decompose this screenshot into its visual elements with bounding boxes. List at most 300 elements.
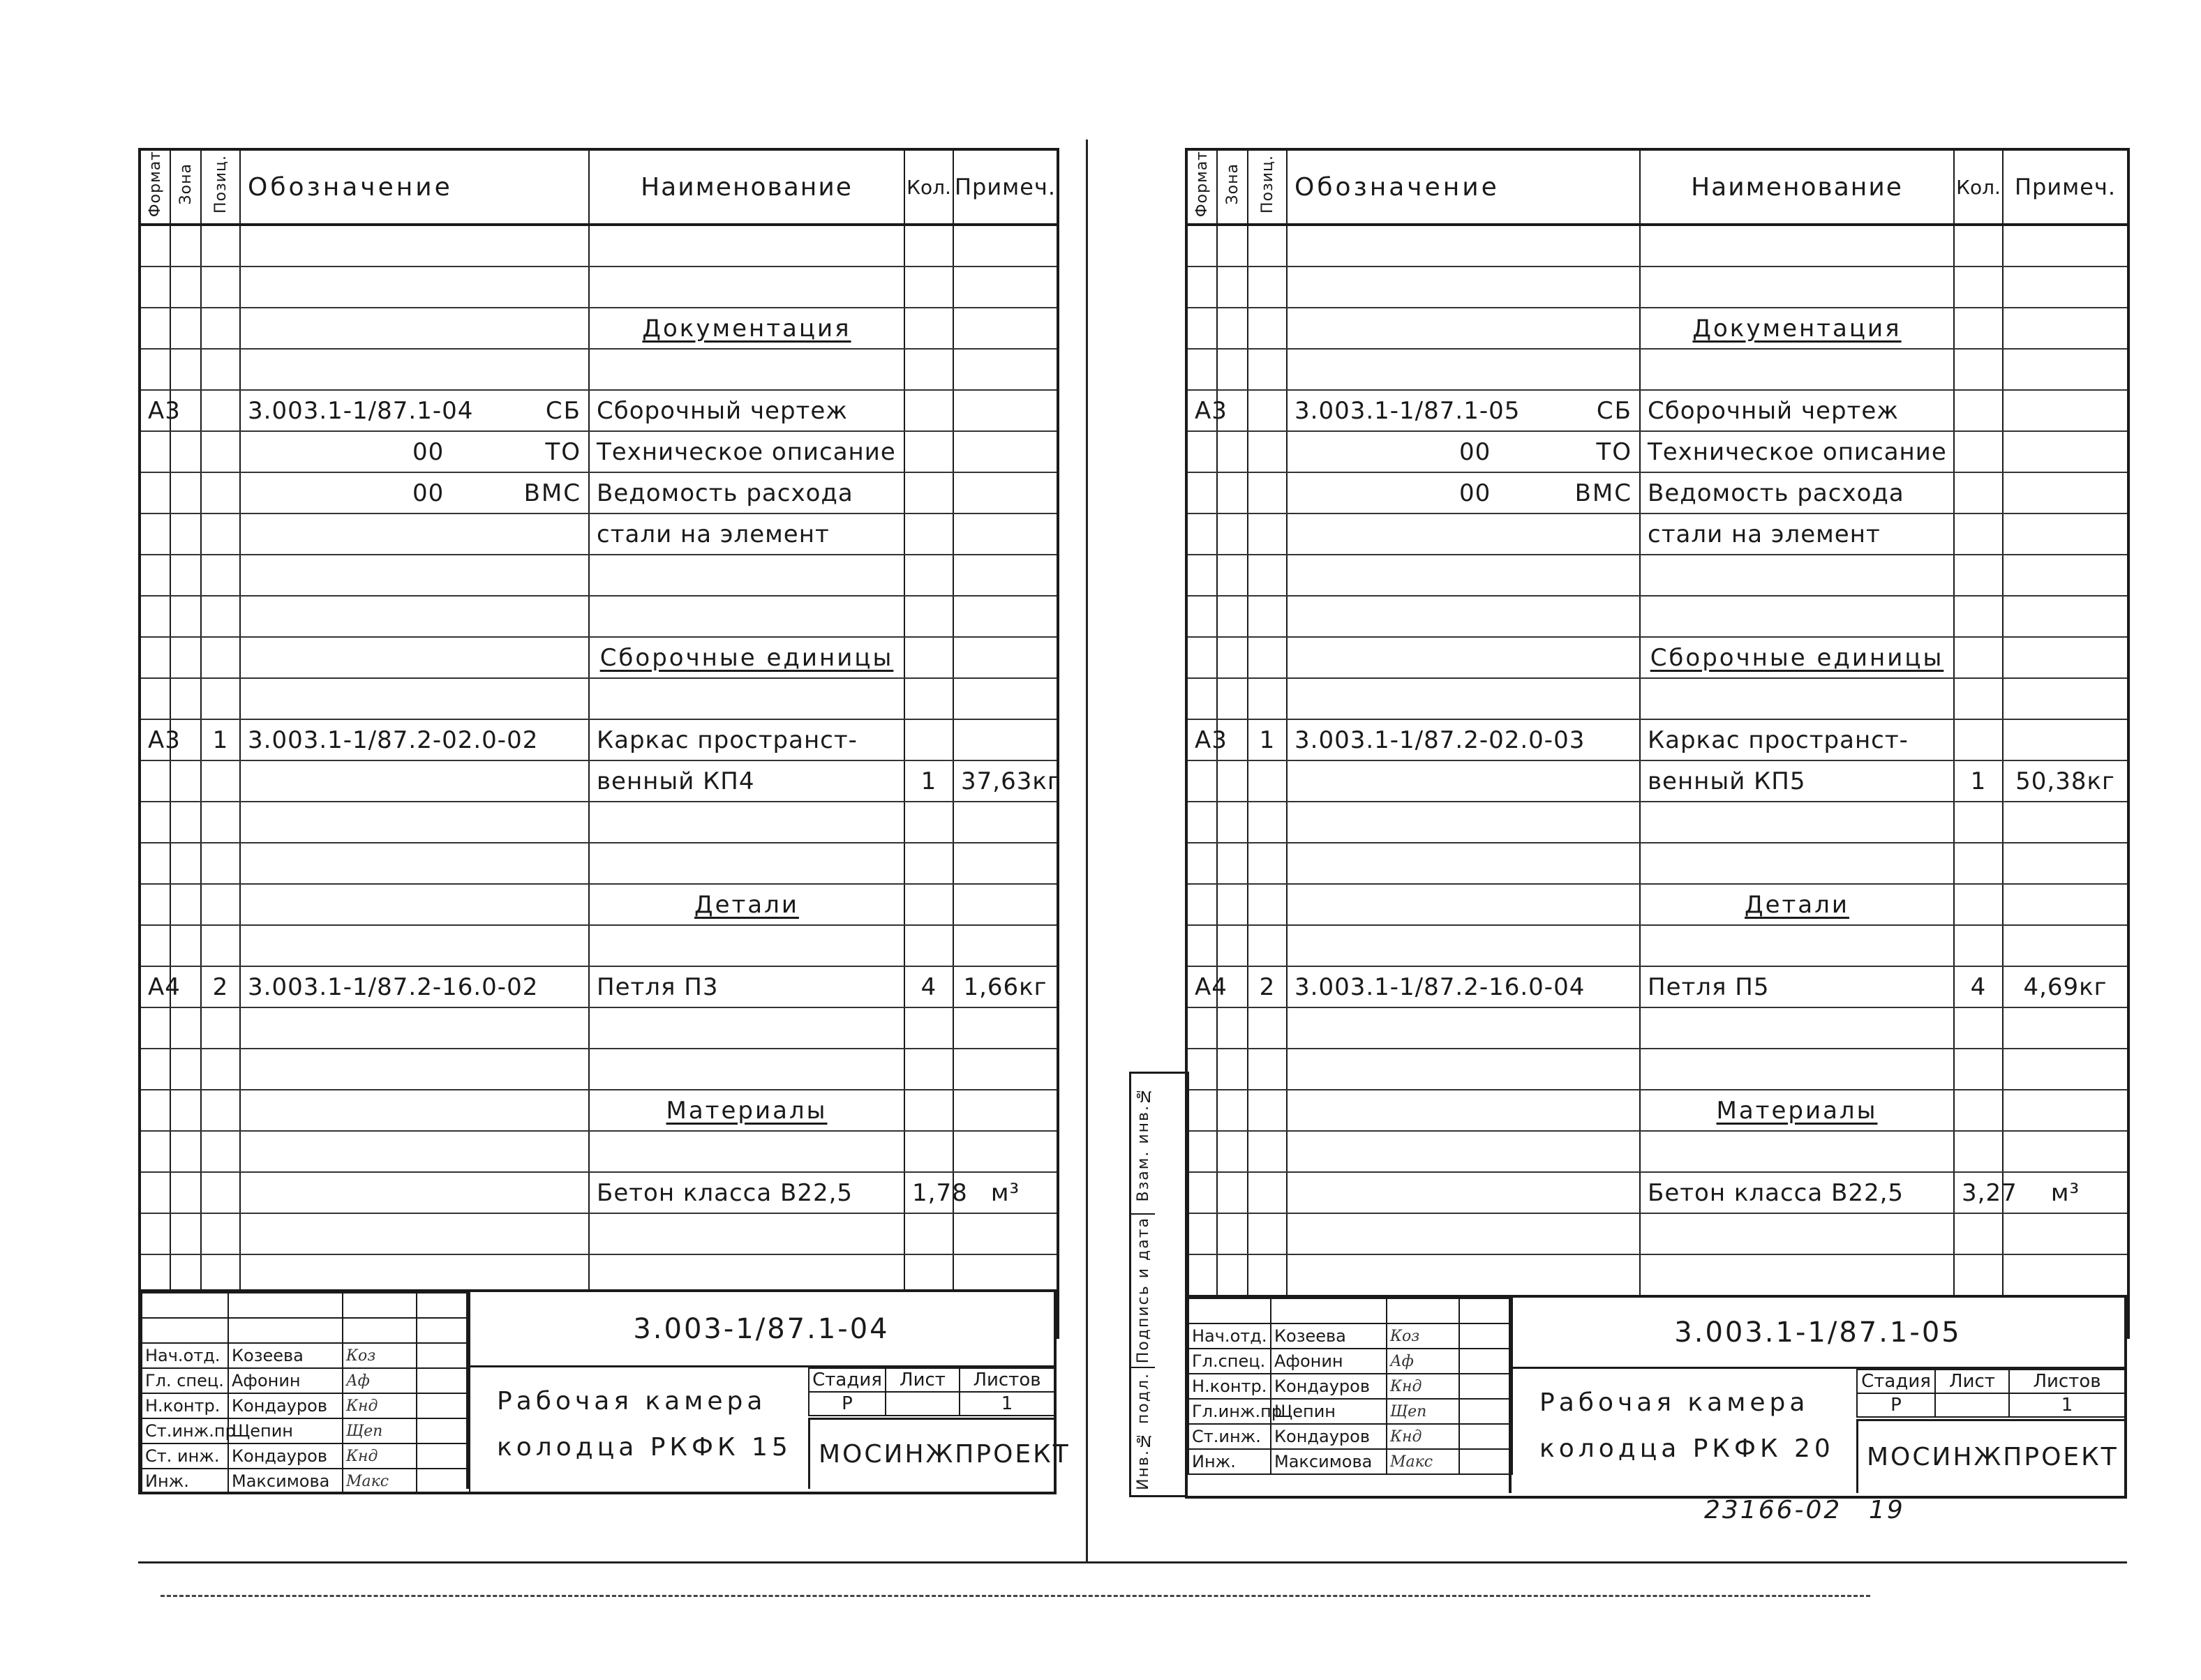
section-row xyxy=(1186,1090,2128,1131)
signer-row xyxy=(142,1443,470,1469)
signer-role xyxy=(142,1318,228,1343)
spec-header-row xyxy=(1186,149,2128,225)
signature: Щеп xyxy=(1390,1402,1427,1420)
title-line-2: колодца РКФК 20 xyxy=(1539,1434,1835,1463)
format-cell: А3 xyxy=(140,719,170,760)
designation-cell xyxy=(1287,1172,1640,1213)
signer-name: Щепин xyxy=(228,1418,343,1443)
sheets-value: 1 xyxy=(960,1392,1054,1416)
format-cell xyxy=(1186,513,1217,555)
organization: МОСИНЖПРОЕКТ xyxy=(1856,1419,2124,1493)
empty-cell xyxy=(589,678,904,719)
signer-date xyxy=(417,1393,470,1418)
empty-cell xyxy=(904,1049,953,1090)
zone-cell xyxy=(1217,431,1248,472)
empty-cell xyxy=(953,637,1058,678)
empty-cell xyxy=(953,1049,1058,1090)
signature: Кнд xyxy=(346,1447,378,1465)
empty-cell xyxy=(140,1049,170,1090)
position-cell: 2 xyxy=(1248,966,1287,1007)
empty-cell xyxy=(1217,843,1248,884)
empty-cell xyxy=(2003,267,2128,308)
note-cell xyxy=(2003,513,2128,555)
position-cell xyxy=(1248,1172,1287,1213)
signer-signature-cell xyxy=(1387,1399,1459,1424)
empty-cell xyxy=(1954,349,2003,390)
empty-cell xyxy=(1186,1090,1217,1131)
sheet-divider xyxy=(1086,140,1088,1563)
note-cell: 50,38кг xyxy=(2003,760,2128,802)
format-cell xyxy=(1186,1172,1217,1213)
empty-cell xyxy=(1217,1007,1248,1049)
empty-cell xyxy=(201,267,240,308)
empty-cell xyxy=(201,349,240,390)
empty-cell xyxy=(904,267,953,308)
empty-cell xyxy=(201,843,240,884)
empty-cell xyxy=(953,225,1058,267)
header-format: Формат xyxy=(1186,149,1217,225)
empty-cell xyxy=(1287,308,1640,349)
qty-cell xyxy=(1954,719,2003,760)
blank-row xyxy=(140,1131,1058,1172)
signer-date xyxy=(417,1368,470,1393)
empty-cell xyxy=(904,596,953,637)
position-cell xyxy=(201,760,240,802)
signer-role: Ст.инж. xyxy=(1188,1424,1271,1449)
empty-cell xyxy=(240,1049,589,1090)
name-cell: венный КП4 xyxy=(589,760,904,802)
empty-cell xyxy=(953,884,1058,925)
note-cell xyxy=(2003,719,2128,760)
blank-row xyxy=(140,349,1058,390)
empty-cell xyxy=(170,555,201,596)
document-title xyxy=(1509,1369,1856,1493)
spec-table-right xyxy=(1185,148,2130,1339)
empty-cell xyxy=(1186,1213,1217,1254)
signer-row xyxy=(1188,1298,1512,1323)
empty-cell xyxy=(1287,1007,1640,1049)
spec-row xyxy=(140,472,1058,513)
spec-row xyxy=(1186,472,2128,513)
title-line-1: Рабочая камера xyxy=(497,1387,767,1416)
empty-cell xyxy=(1954,1131,2003,1172)
qty-cell: 1 xyxy=(1954,760,2003,802)
cut-line xyxy=(161,1595,1870,1597)
format-cell: А4 xyxy=(140,966,170,1007)
section-row xyxy=(140,308,1058,349)
signer-date xyxy=(1459,1424,1512,1449)
header-name: Наименование xyxy=(1640,149,1954,225)
name-cell: Петля П5 xyxy=(1640,966,1954,1007)
format-cell xyxy=(140,513,170,555)
empty-cell xyxy=(904,1007,953,1049)
empty-cell xyxy=(2003,678,2128,719)
header-note: Примеч. xyxy=(2003,149,2128,225)
empty-cell xyxy=(1248,225,1287,267)
empty-cell xyxy=(904,349,953,390)
spec-row xyxy=(1186,390,2128,431)
empty-cell xyxy=(589,843,904,884)
empty-cell xyxy=(140,884,170,925)
signer-role: Н.контр. xyxy=(1188,1374,1271,1399)
signer-row xyxy=(142,1293,470,1318)
signer-date xyxy=(417,1293,470,1318)
empty-cell xyxy=(140,596,170,637)
empty-cell xyxy=(904,1131,953,1172)
header-format: Формат xyxy=(140,149,170,225)
stage-table-left xyxy=(808,1367,1055,1416)
position-cell xyxy=(201,1172,240,1213)
designation-code: 3.003.1-1/87.2-16.0-02 xyxy=(248,973,539,1001)
stage-label: Стадия xyxy=(1857,1370,1935,1393)
blank-row xyxy=(140,1049,1058,1090)
blank-row xyxy=(1186,678,2128,719)
signer-role: Ст.инж.пр xyxy=(142,1418,228,1443)
empty-cell xyxy=(1640,1007,1954,1049)
spec-row xyxy=(1186,760,2128,802)
designation-code: 3.003.1-1/87.2-16.0-04 xyxy=(1295,973,1586,1001)
zone-cell xyxy=(1217,472,1248,513)
empty-cell xyxy=(1217,678,1248,719)
designation-cell xyxy=(1287,431,1640,472)
empty-cell xyxy=(953,1131,1058,1172)
empty-cell xyxy=(140,925,170,966)
section-title-cell xyxy=(589,308,904,349)
blank-row xyxy=(140,1007,1058,1049)
empty-cell xyxy=(170,884,201,925)
empty-cell xyxy=(1640,596,1954,637)
spec-row xyxy=(140,719,1058,760)
designation-suffix: ТО xyxy=(1596,437,1632,466)
empty-cell xyxy=(904,1090,953,1131)
signer-row xyxy=(1188,1374,1512,1399)
designation-suffix: ВМС xyxy=(1574,479,1632,507)
title-block-right xyxy=(1185,1295,2127,1499)
empty-cell xyxy=(240,1131,589,1172)
sheet-value xyxy=(1935,1393,2009,1417)
side-strip xyxy=(1129,1072,1189,1497)
empty-cell xyxy=(2003,1254,2128,1296)
signer-row xyxy=(142,1343,470,1368)
empty-cell xyxy=(170,225,201,267)
empty-cell xyxy=(140,802,170,843)
empty-cell xyxy=(240,884,589,925)
empty-cell xyxy=(1186,1049,1217,1090)
blank-row xyxy=(140,225,1058,267)
section-title-cell xyxy=(1640,308,1954,349)
signer-date xyxy=(1459,1298,1512,1323)
name-cell: венный КП5 xyxy=(1640,760,1954,802)
designation-suffix: ТО xyxy=(545,437,581,466)
empty-cell xyxy=(1287,1213,1640,1254)
empty-cell xyxy=(240,1007,589,1049)
empty-cell xyxy=(170,637,201,678)
header-position: Позиц. xyxy=(1248,149,1287,225)
section-title-cell xyxy=(589,637,904,678)
empty-cell xyxy=(240,555,589,596)
blank-row xyxy=(1186,802,2128,843)
zone-cell xyxy=(170,431,201,472)
empty-cell xyxy=(1217,1213,1248,1254)
signer-signature-cell xyxy=(343,1318,417,1343)
empty-cell xyxy=(1287,1254,1640,1296)
section-title: Материалы xyxy=(1716,1096,1878,1125)
qty-cell: 1 xyxy=(904,760,953,802)
signer-name xyxy=(228,1318,343,1343)
blank-row xyxy=(1186,843,2128,884)
designation-code: 3.003.1-1/87.2-02.0-02 xyxy=(248,726,539,754)
empty-cell xyxy=(953,308,1058,349)
blank-row xyxy=(1186,1131,2128,1172)
empty-cell xyxy=(1217,802,1248,843)
header-name: Наименование xyxy=(589,149,904,225)
spec-row xyxy=(1186,966,2128,1007)
signer-row xyxy=(142,1469,470,1494)
empty-cell xyxy=(1186,637,1217,678)
position-cell xyxy=(201,431,240,472)
spec-table-left xyxy=(138,148,1059,1339)
empty-cell xyxy=(201,1090,240,1131)
spec-row xyxy=(1186,513,2128,555)
empty-cell xyxy=(140,637,170,678)
empty-cell xyxy=(1287,1090,1640,1131)
name-cell: Каркас пространст- xyxy=(1640,719,1954,760)
empty-cell xyxy=(904,225,953,267)
empty-cell xyxy=(170,1090,201,1131)
empty-cell xyxy=(170,678,201,719)
empty-cell xyxy=(953,678,1058,719)
empty-cell xyxy=(1287,555,1640,596)
header-designation: Обозначение xyxy=(240,149,589,225)
zone-cell xyxy=(170,472,201,513)
empty-cell xyxy=(1954,1090,2003,1131)
empty-cell xyxy=(1287,637,1640,678)
empty-cell xyxy=(1186,225,1217,267)
position-cell xyxy=(201,513,240,555)
empty-cell xyxy=(1640,225,1954,267)
signer-date xyxy=(417,1443,470,1469)
signer-name: Максимова xyxy=(228,1469,343,1494)
signer-name: Максимова xyxy=(1271,1449,1387,1474)
format-cell: А3 xyxy=(1186,390,1217,431)
empty-cell xyxy=(904,802,953,843)
position-cell xyxy=(1248,760,1287,802)
section-title-cell xyxy=(589,884,904,925)
document-code: 3.003.1-1/87.1-05 xyxy=(1509,1298,2124,1369)
empty-cell xyxy=(1287,349,1640,390)
empty-cell xyxy=(953,1090,1058,1131)
name-cell: Сборочный чертеж xyxy=(589,390,904,431)
empty-cell xyxy=(1186,349,1217,390)
empty-cell xyxy=(170,1049,201,1090)
empty-cell xyxy=(953,1213,1058,1254)
empty-cell xyxy=(1217,596,1248,637)
empty-cell xyxy=(1287,1131,1640,1172)
empty-cell xyxy=(1287,225,1640,267)
designation-code: 00 xyxy=(412,437,445,466)
empty-cell xyxy=(240,925,589,966)
empty-cell xyxy=(1186,596,1217,637)
empty-cell xyxy=(1186,555,1217,596)
signer-row xyxy=(142,1318,470,1343)
name-cell: Петля П3 xyxy=(589,966,904,1007)
note-cell xyxy=(953,431,1058,472)
empty-cell xyxy=(953,555,1058,596)
name-cell: стали на элемент xyxy=(589,513,904,555)
empty-cell xyxy=(1248,678,1287,719)
empty-cell xyxy=(201,308,240,349)
empty-cell xyxy=(170,596,201,637)
empty-cell xyxy=(201,678,240,719)
note-cell: 37,63кг xyxy=(953,760,1058,802)
empty-cell xyxy=(240,308,589,349)
signature: Кнд xyxy=(1390,1377,1422,1395)
empty-cell xyxy=(1186,308,1217,349)
position-cell xyxy=(1248,472,1287,513)
designation-code: 3.003.1-1/87.1-04 xyxy=(248,396,474,425)
empty-cell xyxy=(904,1213,953,1254)
empty-cell xyxy=(170,267,201,308)
empty-cell xyxy=(1217,1254,1248,1296)
empty-cell xyxy=(140,1090,170,1131)
qty-cell xyxy=(904,390,953,431)
note-cell xyxy=(953,390,1058,431)
designation-cell xyxy=(1287,513,1640,555)
qty-cell: 3,27 xyxy=(1954,1172,2003,1213)
empty-cell xyxy=(953,1007,1058,1049)
signer-signature-cell xyxy=(343,1368,417,1393)
empty-cell xyxy=(170,925,201,966)
empty-cell xyxy=(140,349,170,390)
header-note: Примеч. xyxy=(953,149,1058,225)
empty-cell xyxy=(1186,1131,1217,1172)
empty-cell xyxy=(201,1049,240,1090)
empty-cell xyxy=(1640,1131,1954,1172)
empty-cell xyxy=(1217,637,1248,678)
empty-cell xyxy=(1186,1007,1217,1049)
signer-row xyxy=(1188,1399,1512,1424)
section-title: Детали xyxy=(1745,890,1849,919)
blank-row xyxy=(1186,1007,2128,1049)
empty-cell xyxy=(1186,678,1217,719)
empty-cell xyxy=(201,925,240,966)
empty-cell xyxy=(1640,802,1954,843)
empty-cell xyxy=(1186,1254,1217,1296)
qty-cell xyxy=(904,719,953,760)
empty-cell xyxy=(240,1213,589,1254)
designation-cell xyxy=(240,472,589,513)
empty-cell xyxy=(170,1131,201,1172)
empty-cell xyxy=(1248,555,1287,596)
qty-cell: 4 xyxy=(904,966,953,1007)
name-cell: Сборочный чертеж xyxy=(1640,390,1954,431)
side-strip-original-inventory: Инв.№ подл. xyxy=(1134,1372,1152,1490)
signer-row xyxy=(1188,1323,1512,1349)
signer-date xyxy=(417,1318,470,1343)
empty-cell xyxy=(2003,596,2128,637)
note-cell xyxy=(953,719,1058,760)
empty-cell xyxy=(240,637,589,678)
empty-cell xyxy=(201,1131,240,1172)
signer-name: Афонин xyxy=(228,1368,343,1393)
signer-date xyxy=(417,1343,470,1368)
section-row xyxy=(140,1090,1058,1131)
name-cell: Каркас пространст- xyxy=(589,719,904,760)
empty-cell xyxy=(1248,1131,1287,1172)
empty-cell xyxy=(2003,1213,2128,1254)
spec-row xyxy=(140,513,1058,555)
name-cell: Бетон класса В22,5 xyxy=(1640,1172,1954,1213)
format-cell xyxy=(140,760,170,802)
section-title: Документация xyxy=(1692,314,1902,343)
signer-date xyxy=(1459,1449,1512,1474)
spec-row xyxy=(1186,1172,2128,1213)
empty-cell xyxy=(953,349,1058,390)
section-title: Материалы xyxy=(666,1096,828,1125)
zone-cell xyxy=(1217,760,1248,802)
side-strip-signature-date: Подпись и дата xyxy=(1131,1213,1155,1368)
empty-cell xyxy=(1954,925,2003,966)
empty-cell xyxy=(2003,1007,2128,1049)
empty-cell xyxy=(1248,884,1287,925)
format-cell xyxy=(140,1172,170,1213)
empty-cell xyxy=(1217,1090,1248,1131)
section-row xyxy=(1186,884,2128,925)
signer-name: Кондауров xyxy=(1271,1374,1387,1399)
designation-cell xyxy=(240,966,589,1007)
side-strip-replacement: Взам. инв.№ xyxy=(1131,1074,1155,1215)
empty-cell xyxy=(589,1049,904,1090)
signature: Кнд xyxy=(1390,1427,1422,1446)
signer-date xyxy=(417,1469,470,1494)
signature: Макс xyxy=(346,1472,389,1490)
qty-cell xyxy=(904,472,953,513)
signer-signature-cell xyxy=(343,1293,417,1318)
empty-cell xyxy=(1248,1007,1287,1049)
signers-table-right xyxy=(1188,1298,1513,1475)
signer-name: Кондауров xyxy=(1271,1424,1387,1449)
sheets-label: Листов xyxy=(2009,1370,2125,1393)
empty-cell xyxy=(1248,349,1287,390)
empty-cell xyxy=(201,802,240,843)
signer-row xyxy=(142,1368,470,1393)
section-row xyxy=(140,637,1058,678)
empty-cell xyxy=(1287,884,1640,925)
empty-cell xyxy=(1248,637,1287,678)
position-cell xyxy=(201,390,240,431)
empty-cell xyxy=(201,1213,240,1254)
empty-cell xyxy=(1640,678,1954,719)
empty-cell xyxy=(953,267,1058,308)
designation-cell xyxy=(1287,760,1640,802)
empty-cell xyxy=(240,349,589,390)
section-title: Сборочные единицы xyxy=(1650,643,1944,672)
note-cell: 4,69кг xyxy=(2003,966,2128,1007)
signer-name xyxy=(228,1293,343,1318)
qty-cell xyxy=(1954,390,2003,431)
signer-name: Щепин xyxy=(1271,1399,1387,1424)
signer-role: Нач.отд. xyxy=(142,1343,228,1368)
empty-cell xyxy=(589,925,904,966)
position-cell xyxy=(1248,431,1287,472)
blank-row xyxy=(1186,1213,2128,1254)
empty-cell xyxy=(1640,1049,1954,1090)
signature: Аф xyxy=(1390,1352,1414,1370)
signer-name: Козеева xyxy=(1271,1323,1387,1349)
header-qty: Кол. xyxy=(1954,149,2003,225)
blank-row xyxy=(140,596,1058,637)
empty-cell xyxy=(1287,678,1640,719)
